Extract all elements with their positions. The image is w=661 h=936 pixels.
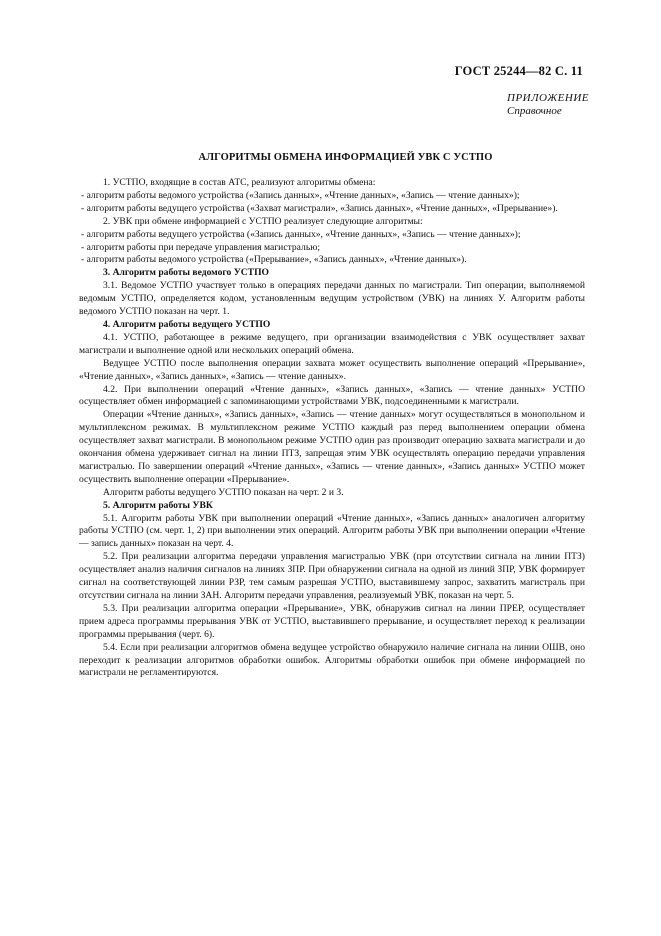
paragraph: 5.2. При реализации алгоритма передачи управления магистралью УВК (при отсутствии сигнала на линии ПТЗ) осуществляет анализ наличия сигналов на линиях ЗПР. При обнаружении сигнала на одной из линий ЗПР, УВК формирует сигнал на соответствующей линии РЗР, тем самым разрешая УСТПО, выставившему запрос, захватить магистраль при отсутствии сигнала на линии ЗАН. Алгоритм передачи управления, реализуемый УВК, показан на черт. 5.: [79, 551, 585, 601]
section-heading: 3. Алгоритм работы ведомого УСТПО: [103, 267, 269, 279]
list-item: - алгоритм работы ведомого устройства («Запись данных», «Чтение данных», «Запись — чтение данных»);: [81, 189, 520, 201]
paragraph: 5.1. Алгоритм работы УВК при выполнении операций «Чтение данных», «Запись данных» аналогичен алгоритму работы УСТПО (см. черт. 1, 2) при выполнении этих операций. Алгоритм работы УВК при выполнении операции «Чтение — запись данных» показан на черт. 4.: [79, 512, 585, 550]
document-body: [79, 177, 585, 680]
standard-page-header: ГОСТ 25244—82 С. 11: [454, 64, 583, 78]
paragraph: Операции «Чтение данных», «Запись данных», «Запись — чтение данных» могут осуществляться в монопольном и мультиплексном режимах. В мультиплексном режиме УСТПО каждый раз перед выполнением операции обмена осуществляет захват магистрали. В монопольном режиме УСТПО один раз производит операцию захвата магистрали и до окончания обмена удерживает сигнал на линии ПТЗ, запрещая этим УВК осуществлять операцию передачи управления магистралью. По завершении операций «Чтение данных», «Запись — чтение данных», «Запись данных» УСТПО может осуществить выполнение операции «Прерывание».: [79, 409, 585, 485]
paragraph: 4.1. УСТПО, работающее в режиме ведущего, при организации взаимодействия с УВК осуществляет захват магистрали и выполнение одной или нескольких операций обмена.: [79, 331, 585, 356]
paragraph: 5.4. Если при реализации алгоритмов обмена ведущее устройство обнаружило наличие сигнала на линии ОШВ, оно переходит к реализации алгоритмов обработки ошибок. Алгоритмы обработки ошибок при обмене информацией по магистрали не регламентируются.: [79, 641, 585, 679]
paragraph: 3.1. Ведомое УСТПО участвует только в операциях передачи данных по магистрали. Тип операции, выполняемой ведомым УСТПО, определяется кодом, установленным ведущим устройством (УВК) на линиях У. Алгоритм работы ведомого УСТПО показан на черт. 1.: [79, 280, 585, 318]
list-item: - алгоритм работы при передаче управления магистралью;: [81, 241, 321, 253]
paragraph: Ведущее УСТПО после выполнения операции захвата может осуществить выполнение операций «Прерывание», «Чтение данных», «Запись данных», «Запись — чтение данных».: [79, 357, 585, 382]
appendix-label: ПРИЛОЖЕНИЕ: [507, 92, 589, 104]
section-heading: 5. Алгоритм работы УВК: [103, 499, 213, 511]
list-item: - алгоритм работы ведомого устройства («Прерывание», «Запись данных», «Чтение данных»).: [81, 254, 467, 266]
list-item: - алгоритм работы ведущего устройства («Запись данных», «Чтение данных», «Запись — чтение данных»);: [81, 228, 521, 240]
paragraph: 1. УСТПО, входящие в состав АТС, реализуют алгоритмы обмена:: [103, 177, 376, 188]
paragraph: 4.2. При выполнении операций «Чтение данных», «Запись данных», «Запись — чтение данных» УСТПО осуществляет обмен информацией с запоминающими устройствами УВК, подсоединенными к магистрали.: [79, 383, 585, 408]
document-title: АЛГОРИТМЫ ОБМЕНА ИНФОРМАЦИЕЙ УВК С УСТПО: [198, 152, 493, 163]
appendix-type: Справочное: [507, 105, 562, 117]
paragraph: 2. УВК при обмене информацией с УСТПО реализует следующие алгоритмы:: [103, 215, 423, 227]
appendix-label-block: [507, 92, 589, 118]
paragraph: 5.3. При реализации алгоритма операции «Прерывание», УВК, обнаружив сигнал на линии ПРЕР, осуществляет прием адреса программы прерывания УВК от УСТПО, выставившего прерывание, и осуществляет переход к реализации программы прерывания (черт. 6).: [79, 602, 585, 640]
section-heading: 4. Алгоритм работы ведущего УСТПО: [103, 318, 271, 330]
paragraph: Алгоритм работы ведущего УСТПО показан на черт. 2 и 3.: [103, 486, 344, 498]
list-item: - алгоритм работы ведущего устройства («Захват магистрали», «Запись данных», «Чтение данных», «Прерывание»).: [81, 202, 558, 214]
